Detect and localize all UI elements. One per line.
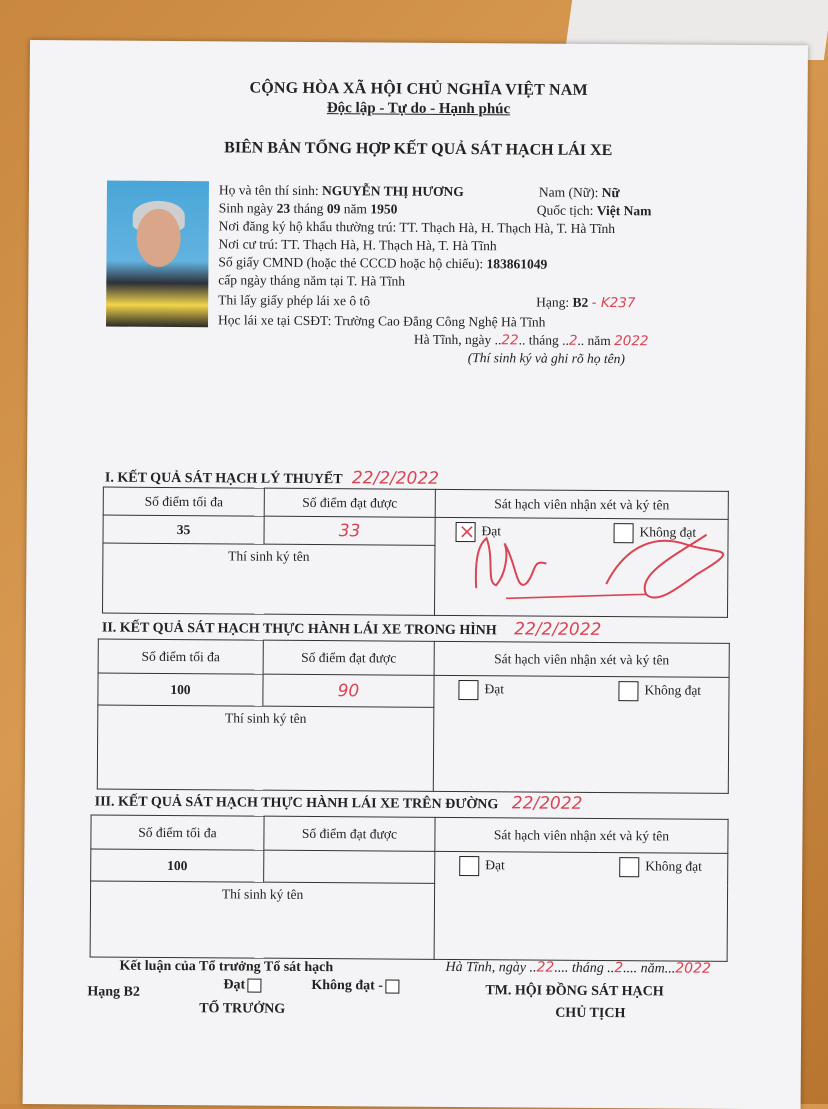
col-examiner: Sát hạch viên nhận xét và ký tên [435, 489, 728, 519]
examiner-signature [446, 513, 747, 615]
section2-table [97, 638, 730, 793]
residence-row: Nơi cư trú: TT. Thạch Hà, H. Thạch Hà, T. Hà Tĩnh [218, 236, 497, 254]
col-max: Số điểm tối đa [91, 815, 264, 850]
footer-class: Hạng B2 [87, 984, 140, 1000]
registration-row: Nơi đăng ký hộ khẩu thường trú: TT. Thạch Hà, H. Thạch Hà, T. Hà Tĩnh [218, 218, 616, 237]
leader-title: TỔ TRƯỞNG [199, 1001, 286, 1017]
candidate-sign-cell: Thí sinh ký tên [103, 543, 435, 615]
sign-note: (Thí sinh ký và ghi rõ họ tên) [467, 350, 625, 367]
col-examiner: Sát hạch viên nhận xét và ký tên [434, 641, 729, 677]
fail-checkbox[interactable] [619, 857, 639, 877]
col-got: Số điểm đạt được [264, 816, 435, 851]
footer-pass: Đạt [223, 977, 267, 993]
section3-table [90, 814, 729, 961]
got-score: 90 [263, 674, 434, 707]
document-title: BIÊN BẢN TỔNG HỢP KẾT QUẢ SÁT HẠCH LÁI XE [224, 139, 613, 160]
footer-fail: Không đạt - [311, 978, 405, 995]
max-score: 35 [103, 515, 264, 544]
col-examiner: Sát hạch viên nhận xét và ký tên [435, 817, 728, 853]
id-row: Số giấy CMND (hoặc thẻ CCCD hoặc hộ chiếu): 183861049 [218, 254, 548, 272]
candidate-sign-cell: Thí sinh ký tên [97, 705, 434, 791]
gender-row: Nam (Nữ): Nữ [538, 184, 620, 201]
pass-cell: × Đạt [434, 517, 603, 616]
candidate-sign-cell: Thí sinh ký tên [90, 881, 435, 959]
got-score [264, 850, 435, 883]
license-row: Thi lấy giấy phép lái xe ô tô [218, 292, 371, 309]
got-score: 33 [264, 516, 435, 545]
fail-cell: Không đạt [598, 676, 729, 793]
pass-checkbox[interactable] [459, 856, 479, 876]
footer-pass-checkbox[interactable] [247, 978, 261, 992]
col-max: Số điểm tối đa [98, 639, 263, 674]
section3-title: III. KẾT QUẢ SÁT HẠCH THỰC HÀNH LÁI XE TRÊN ĐƯỜNG 22/2022 [94, 793, 583, 814]
chair-title: CHỦ TỊCH [555, 1005, 626, 1022]
max-score: 100 [98, 673, 263, 706]
col-got: Số điểm đạt được [263, 640, 434, 675]
class-row: Hạng: B2 - K237 [536, 294, 636, 312]
candidate-name-row: Họ và tên thí sinh: NGUYỄN THỊ HƯƠNG [218, 182, 464, 200]
candidate-photo [106, 181, 209, 328]
max-score: 100 [91, 849, 264, 882]
col-max: Số điểm tối đa [103, 487, 264, 516]
pass-cell: Đạt [433, 675, 598, 792]
pass-cell: Đạt [434, 851, 599, 960]
fail-checkbox[interactable] [618, 681, 638, 701]
conclusion-label: Kết luận của Tổ trưởng Tổ sát hạch [119, 958, 334, 976]
dob-row: Sinh ngày 23 tháng 09 năm 1950 [218, 200, 398, 217]
issued-row: cấp ngày tháng năm tại T. Hà Tĩnh [218, 272, 406, 289]
candidate-date-row: Hà Tĩnh, ngày ..22.. tháng ..2.. năm 2022 [413, 331, 649, 350]
document-page [23, 40, 808, 1109]
council-title: TM. HỘI ĐỒNG SÁT HẠCH [485, 983, 664, 1000]
footer-fail-checkbox[interactable] [385, 979, 399, 993]
fail-cell: Không đạt [603, 519, 728, 618]
school-row: Học lái xe tại CSĐT: Trường Cao Đẳng Công Nghệ Hà Tĩnh [217, 312, 546, 330]
footer-date: Hà Tĩnh, ngày ..22.... tháng ..2.... năm...2022 [445, 959, 711, 977]
pass-checkbox[interactable] [458, 680, 478, 700]
section2-title: II. KẾT QUẢ SÁT HẠCH THỰC HÀNH LÁI XE TRONG HÌNH 22/2/2022 [101, 619, 602, 641]
fail-cell: Không đạt [599, 852, 728, 961]
nationality-row: Quốc tịch: Việt Nam [536, 202, 652, 219]
country-header: CỘNG HÒA XÃ HỘI CHỦ NGHĨA VIỆT NAM [249, 79, 588, 99]
section1-title: I. KẾT QUẢ SÁT HẠCH LÝ THUYẾT 22/2/2022 [104, 468, 440, 489]
motto: Độc lập - Tự do - Hạnh phúc [326, 100, 511, 118]
col-got: Số điểm đạt được [264, 488, 435, 517]
